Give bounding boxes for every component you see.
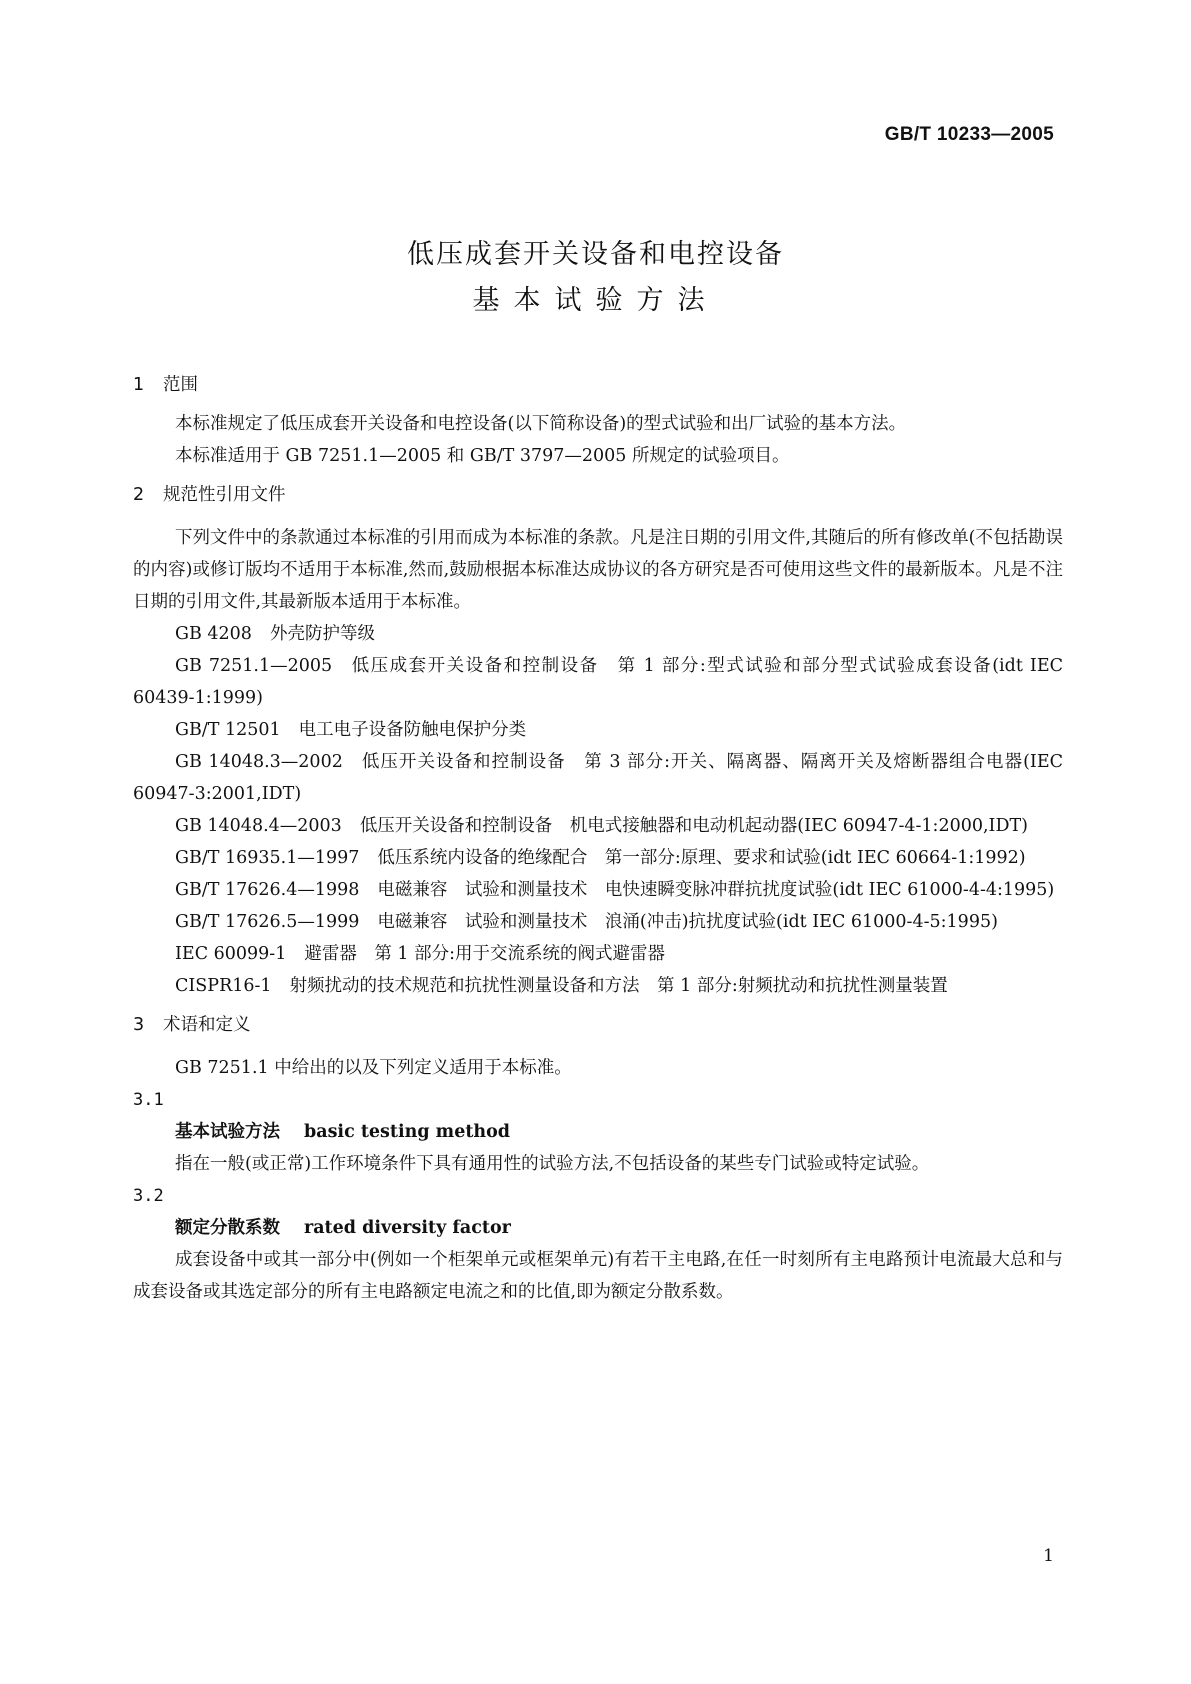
clause-number: 3.1 bbox=[133, 1090, 164, 1110]
term-definition: 成套设备中或其一部分中(例如一个柜架单元或框架单元)有若干主电路,在任一时刻所有主电路预计电流最大总和与成套设备或其选定部分的所有主电路额定电流之和的比值,即为额定分散系数。 bbox=[133, 1250, 1063, 1302]
term-definition: 指在一般(或正常)工作环境条件下具有通用性的试验方法,不包括设备的某些专门试验或特定试验。 bbox=[175, 1154, 930, 1174]
reference-item bbox=[133, 906, 1063, 938]
paragraph: GB 7251.1 中给出的以及下列定义适用于本标准。 bbox=[175, 1058, 572, 1078]
paragraph: 下列文件中的条款通过本标准的引用而成为本标准的条款。凡是注日期的引用文件,其随后的所有修改单(不包括勘误的内容)或修订版均不适用于本标准,然而,鼓励根据本标准达成协议的各方研究是否可使用这些文件的最新版本。凡是不注日期的引用文件,其最新版本适用于本标准。 bbox=[133, 528, 1063, 612]
reference-title: 低压开关设备和控制设备 第 3 部分:开关、隔离器、隔离开关及熔断器组合电器(IEC 60947-3:2001,IDT) bbox=[133, 752, 1063, 804]
term-heading bbox=[133, 1116, 1063, 1148]
section-number: 2 bbox=[133, 485, 145, 505]
reference-item bbox=[133, 970, 1063, 1002]
reference-title: 低压开关设备和控制设备 机电式接触器和电动机起动器(IEC 60947-4-1:2000,IDT) bbox=[359, 816, 1028, 836]
section-number: 3 bbox=[133, 1015, 145, 1035]
document-title-line2: 基本试验方法 bbox=[472, 285, 719, 316]
reference-item bbox=[133, 874, 1063, 906]
reference-code: GB 4208 bbox=[175, 624, 252, 644]
clause-number: 3.2 bbox=[133, 1186, 164, 1206]
reference-title: 低压系统内设备的绝缘配合 第一部分:原理、要求和试验(idt IEC 60664-1:1992) bbox=[377, 848, 1026, 868]
reference-code: CISPR16-1 bbox=[175, 976, 272, 996]
reference-item bbox=[133, 810, 1063, 842]
section-title: 规范性引用文件 bbox=[163, 485, 286, 505]
standard-number: GB/T 10233—2005 bbox=[884, 124, 1054, 145]
reference-code: IEC 60099-1 bbox=[175, 944, 287, 964]
section-number: 1 bbox=[133, 375, 145, 395]
paragraph: 本标准适用于 GB 7251.1—2005 和 GB/T 3797—2005 所规定的试验项目。 bbox=[175, 446, 790, 466]
reference-item bbox=[133, 746, 1063, 810]
term-en: basic testing method bbox=[304, 1122, 511, 1142]
section-heading-normative-references bbox=[133, 480, 1063, 510]
term-zh: 额定分散系数 bbox=[175, 1218, 280, 1238]
reference-title: 电工电子设备防触电保护分类 bbox=[298, 720, 527, 740]
reference-code: GB 7251.1—2005 bbox=[175, 656, 333, 676]
reference-title: 射频扰动的技术规范和抗扰性测量设备和方法 第 1 部分:射频扰动和抗扰性测量装置 bbox=[289, 976, 948, 996]
reference-title: 低压成套开关设备和控制设备 第 1 部分:型式试验和部分型式试验成套设备(idt IEC 60439-1:1999) bbox=[133, 656, 1064, 708]
reference-code: GB/T 17626.4—1998 bbox=[175, 880, 360, 900]
reference-code: GB/T 17626.5—1999 bbox=[175, 912, 360, 932]
section-title: 术语和定义 bbox=[163, 1015, 251, 1035]
reference-item bbox=[133, 714, 1063, 746]
section-title: 范围 bbox=[163, 375, 198, 395]
reference-title: 避雷器 第 1 部分:用于交流系统的阀式避雷器 bbox=[304, 944, 666, 964]
document-body bbox=[133, 370, 1063, 1308]
reference-code: GB/T 12501 bbox=[175, 720, 281, 740]
reference-code: GB 14048.3—2002 bbox=[175, 752, 343, 772]
section-heading-terms-definitions bbox=[133, 1010, 1063, 1040]
reference-item bbox=[133, 842, 1063, 874]
term-zh: 基本试验方法 bbox=[175, 1122, 280, 1142]
reference-item bbox=[133, 650, 1063, 714]
reference-code: GB/T 16935.1—1997 bbox=[175, 848, 360, 868]
page-number: 1 bbox=[1043, 1546, 1054, 1566]
reference-item bbox=[133, 618, 1063, 650]
reference-title: 电磁兼容 试验和测量技术 浪涌(冲击)抗扰度试验(idt IEC 61000-4-5:1995) bbox=[377, 912, 998, 932]
reference-code: GB 14048.4—2003 bbox=[175, 816, 342, 836]
reference-title: 外壳防护等级 bbox=[269, 624, 375, 644]
section-heading-scope bbox=[133, 370, 1063, 400]
paragraph: 本标准规定了低压成套开关设备和电控设备(以下简称设备)的型式试验和出厂试验的基本方法。 bbox=[175, 414, 907, 434]
term-heading bbox=[133, 1212, 1063, 1244]
reference-item bbox=[133, 938, 1063, 970]
term-en: rated diversity factor bbox=[304, 1218, 511, 1238]
document-title-line1: 低压成套开关设备和电控设备 bbox=[407, 239, 784, 270]
reference-title: 电磁兼容 试验和测量技术 电快速瞬变脉冲群抗扰度试验(idt IEC 61000-4-4:1995) bbox=[377, 880, 1055, 900]
